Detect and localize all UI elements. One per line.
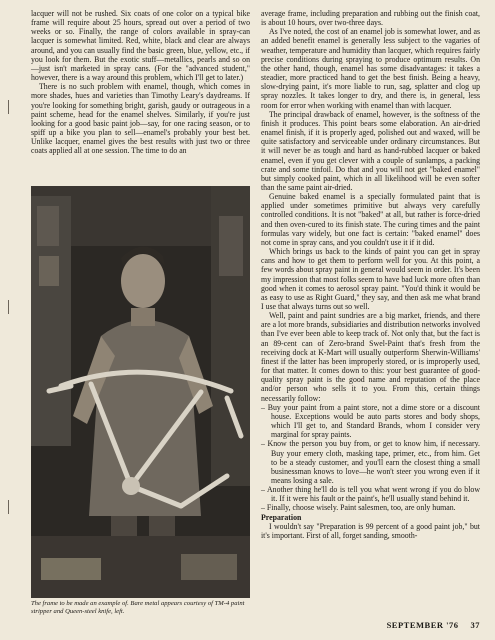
list-item: – Buy your paint from a paint store, not a dime store or a discount house. Exceptions would be auto parts stores and body shops, which I'll get to, and Standard Brands, whom I consider very marginal for spray paints. <box>261 402 480 440</box>
body-paragraph: There is no such problem with enamel, though, which comes in more shades, hues and varieties than Timothy Leary's daydreams. If you're looking for something bright, garish, gaudy or outrageous in a paint scheme, head for the enamel shelves. Similarly, if you're just looking for a good basic paint job—say, for one racing season, or to spiff up a bike you plan to sell—enamel's probably your best bet. Unlike lacquer, enamel gives the best results with just two or three coats applied all at one session. The time to do an <box>31 82 250 156</box>
right-text-column <box>261 9 480 540</box>
body-paragraph: As I've noted, the cost of an enamel job is somewhat lower, and as an added benefit enamel is generally less subject to the vagaries of weather, temperature and humidity than lacquer, which requires fairly precise conditions during spraying to produce optimum results. On the other hand, though, enamel has some disadvantages: it takes a steadier, more practiced hand to get the best finish. Being a heavy, slow-drying paint, it's more liable to run, sag, splatter and clog up spray nozzles. It takes longer to dry, and there is, in general, less room for error when working with enamel than with lacquer. <box>261 27 480 110</box>
advice-list <box>261 403 480 513</box>
left-text-column <box>31 9 250 156</box>
list-item: – Know the person you buy from, or get to know him, if necessary. Buy your emery cloth, masking tape, primer, etc., from him. Get to be a steady customer, and you'll earn the closest thing a small businessman knows to love—he won't steer you wrong even if it means losing a sale. <box>261 439 480 485</box>
photo-caption: The frame to be made an example of. Bare metal appears courtesy of TM-4 paint stripper and Queen-steel knife, left. <box>31 600 245 615</box>
body-paragraph: I wouldn't say "Preparation is 99 percent of a good paint job," but it's important. First of all, forget sanding, smooth- <box>261 521 480 540</box>
binding-hole-mark <box>8 100 9 114</box>
body-paragraph: lacquer will not be rushed. Six coats of one color on a typical bike frame will require about 25 hours, spread out over a period of two weeks or so. Finally, the range of colors available in spray-can lacquer is somewhat limited. Red, white, black and clear are always around, and you can usually find the basic green, blue, yellow, etc., if you look for them. But the exotic stuff—metallics, pearls and so on—just isn't marketed in spray cans. (For the "advanced student," however, there is a way around this problem, which I'll get to later.) <box>31 9 250 83</box>
body-paragraph: Genuine baked enamel is a specially formulated paint that is applied under sometimes primitive but always very carefully controlled conditions. It is not "baked" at all, but rather is force-dried and then oven-cured to its finish state. The curing times and the paint formulas vary widely, but one fact is certain: "baked enamel" does not come in spray cans, and you couldn't use it if it did. <box>261 192 480 247</box>
bike-frame-photo <box>31 186 250 598</box>
binding-hole-mark <box>8 500 9 514</box>
section-subhead: Preparation <box>261 512 302 522</box>
photo-image <box>31 186 250 598</box>
issue-date: SEPTEMBER '76 <box>386 620 459 630</box>
list-item: – Finally, choose wisely. Paint salesmen, too, are only human. <box>261 503 456 513</box>
list-item: – Another thing he'll do is tell you what went wrong if you do blow it. If it were his fault or the paint's, he'll usually stand behind it. <box>261 485 480 504</box>
page-number: 37 <box>470 620 480 630</box>
body-paragraph: Well, paint and paint sundries are a big market, friends, and there are a lot more brands, subsidiaries and distribution networks involved than I've ever been able to keep track of. Not only that, but the fact is an 89-cent can of Zero-brand Swel-Paint that's fresh from the receiving dock at K-Mart will usually outperform Sherwin-Williams' finest if the latter has been improperly stored, or is improperly used, for that matter. It comes down to this: your best guarantee of good-quality spray paint is the good name and reputation of the place and/or person who sells it to you. From this, certain things necessarily follow: <box>261 311 480 403</box>
body-paragraph: Which brings us back to the kinds of paint you can get in spray cans and how to get them to perform well for you. At this point, a few words about spray paint in general would seem in order. It's been my impression that most folks seem to have bad luck more often than good when it comes to aerosol spray paint. "You'd think it would be as easy to use as Right Guard," they say, and then ask me what brand I use that always turns out so well. <box>261 247 480 311</box>
body-paragraph: The principal drawback of enamel, however, is the softness of the finish it produces. This point bears some elaboration. An air-dried enamel finish, if it is properly aged, polished out and waxed, will be quite satisfactory and serviceable under ordinary circumstances. But it will never be as tough and hard as hand-rubbed lacquer or baked enamel, even if you get clever with a couple of sunlamps, a packing crate and some tinfoil. Do that and you will not get "baked enamel" but simply cooked paint, which in all likelihood will be even softer than the same paint air-dried. <box>261 109 480 192</box>
binding-hole-mark <box>8 300 9 314</box>
body-paragraph: average frame, including preparation and rubbing out the finish coat, is about 10 hours, over two-three days. <box>261 9 480 28</box>
page-footer <box>355 620 480 630</box>
